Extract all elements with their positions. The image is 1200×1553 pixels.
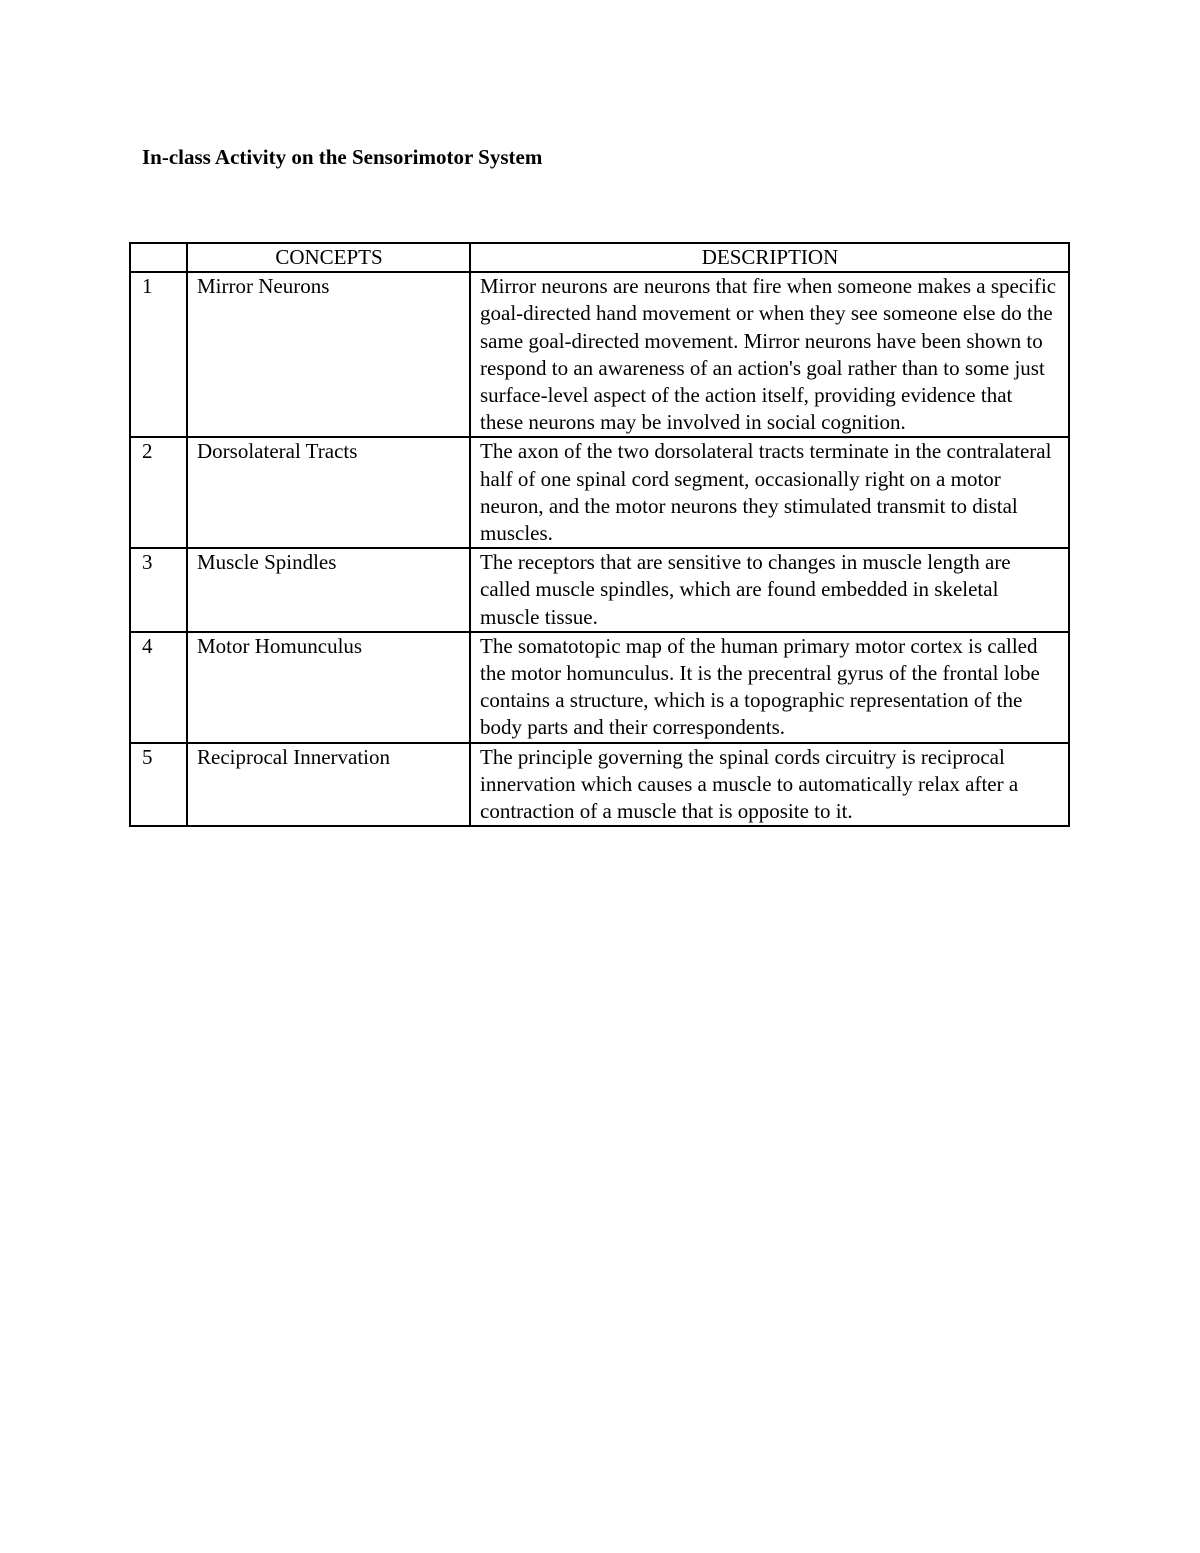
table-header: [130, 243, 1069, 272]
row-concept: Muscle Spindles: [187, 548, 470, 632]
row-description: The somatotopic map of the human primary motor cortex is called the motor homunculus. It is the precentral gyrus of the frontal lobe contains a structure, which is a topographic representation of the body parts and their correspondents.: [470, 632, 1069, 743]
table-row: [130, 632, 1069, 743]
header-number: [130, 243, 187, 272]
table-header-row: [130, 243, 1069, 272]
row-description: The axon of the two dorsolateral tracts terminate in the contralateral half of one spinal cord segment, occasionally right on a motor neuron, and the motor neurons they stimulated transmit to distal muscles.: [470, 437, 1069, 548]
table-row: [130, 548, 1069, 632]
row-description: The principle governing the spinal cords circuitry is reciprocal innervation which causes a muscle to automatically relax after a contraction of a muscle that is opposite to it.: [470, 743, 1069, 827]
row-number: 4: [130, 632, 187, 743]
row-number: 1: [130, 272, 187, 437]
table-row: [130, 437, 1069, 548]
concepts-table: [129, 242, 1070, 827]
row-number: 5: [130, 743, 187, 827]
table-body: [130, 272, 1069, 826]
row-description: Mirror neurons are neurons that fire when someone makes a specific goal-directed hand movement or when they see someone else do the same goal-directed movement. Mirror neurons have been shown to respond to an awareness of an action's goal rather than to some just surface-level aspect of the action itself, providing evidence that these neurons may be involved in social cognition.: [470, 272, 1069, 437]
row-description: The receptors that are sensitive to changes in muscle length are called muscle spindles, which are found embedded in skeletal muscle tissue.: [470, 548, 1069, 632]
row-number: 3: [130, 548, 187, 632]
table-row: [130, 272, 1069, 437]
row-concept: Mirror Neurons: [187, 272, 470, 437]
row-concept: Dorsolateral Tracts: [187, 437, 470, 548]
row-number: 2: [130, 437, 187, 548]
row-concept: Motor Homunculus: [187, 632, 470, 743]
table-row: [130, 743, 1069, 827]
page-title: In-class Activity on the Sensorimotor System: [142, 145, 543, 169]
header-description: DESCRIPTION: [470, 243, 1069, 272]
row-concept: Reciprocal Innervation: [187, 743, 470, 827]
header-concepts: CONCEPTS: [187, 243, 470, 272]
